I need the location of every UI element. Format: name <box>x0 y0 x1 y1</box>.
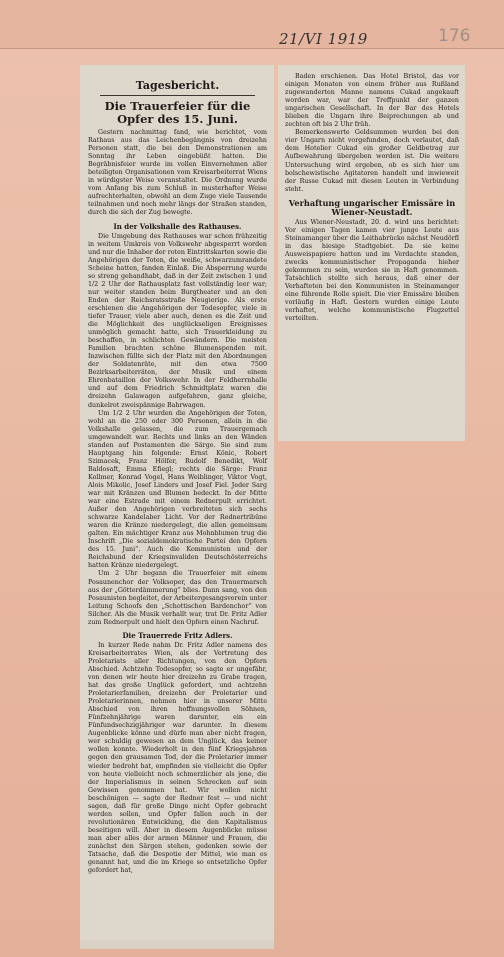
article-paragraph: In kurzer Rede nahm Dr. Fritz Adler namens des Kreisarbeiterrates Wien, als der Vertretung des Proletariats aller Richtungen, von den Opfern Abschied. Achtzehn Todesopfer, so sagte er ungefähr, von denen wir heute hier dreizehn zu Grabe tragen, hat das große Unglück gefordert, und achtzehn Proletarierfamilien, dreizehn der Proletarier und Proletarierinnen, nehmen hier in unserer Mitte Abschied von ihren hoffnungsvollen Söhnen, Fünfzehnjährige waren darunter, ein ein Fünfundsechzigjähriger war darunter. In diesem Augenblicke könne und dürfe man aber nicht fragen, wer schuldig gewesen an dem Unglück, das keiner wollen konnte. Wiederholt in den fünf Kriegsjahren gegen den grausamen Tod, der die Proletarier immer wieder bedroht hat, empfinden sie vielleicht die Opfer von heute vielleicht noch schmerzlicher als jene, die der Imperialismus in seinen Schrecken auf sein Gewissen genommen hat. Wir wollen nicht beschönigen — sagte der Redner fest — und nicht sagen, daß für große Dinge nicht Opfer gebracht werden sollen, und Opfer fallen auch in der revolutionären Entwicklung, die den Kapitalismus beseitigen will. Aber in diesem Augenblicke müsse man aber alles der armen Männer und Frauen, die zunächst den Särgen stehen, gedenken sowie der Tatsache, daß die Despotie der Mittel, wie man es genannt hat, und die im Kriege so entsetzliche Opfer gefordert hat, <box>88 641 267 875</box>
article-paragraph: Aus Wiener-Neustadt, 20. d. wird uns berichtet: Vor einigen Tagen kamen vier junge Leute aus Steinamanger über die Leithabrücke nächst Neudörfl in das hiesige Stadtgebiet. Da sie keine Ausweispapiere hatten und im Verdachte standen, zwecks kommunistischer Propaganda hieher gekommen zu sein, wurden sie in Haft genommen. Tatsächlich stellte sich heraus, daß einer der Verhafteten bei den Kommunisten in Steinamanger eine führende Rolle spielt. Die vier Emissäre bleiben vorläufig in Haft. Gestern wurden einige Leute verhaftet, welche kommunistische Flugzettel verteilten. <box>285 218 459 323</box>
article-headline: Die Trauerfeier für die Opfer des 15. Juni. <box>104 99 251 126</box>
article-subheading: Verhaftung ungarischer Emissäre in Wiener-Neustadt. <box>288 197 456 217</box>
section-title: Tagesbericht. <box>135 79 220 92</box>
handwritten-date: 21/VI 1919 <box>279 30 368 48</box>
clipping-bottom-edge <box>80 940 274 949</box>
clipping-left-column <box>80 65 274 949</box>
article-paragraph: Bemerkenswerte Geldsummen wurden bei den vier Ungarn nicht vorgefunden, doch verlautet, daß dem Hotelier Cukad ein großer Geldbetrag zur Aufbewahrung übergeben worden ist. Die weitere Untersuchung wird ergeben, ob es sich hier um bolschewistische Agitatoren handelt und inwieweit der Russe Cukad mit diesen Leuten in Verbindung steht. <box>285 129 459 193</box>
article-paragraph: Um 1/2 2 Uhr wurden die Angehörigen der Toten, wohl an die 250 oder 300 Personen, allein in die Volkshalle gelassen, die zum Trauergemach umgewandelt war. Rechts und links an den Wänden standen auf Postamenten die Särge. Sie sind zum Hauptgang hin folgende: Ernst Könic, Robert Szimacek, Franz Hölfer, Rudolf Benedikt, Wolf Baldosaft, Emma Efiegl; rechts die Särge: Franz Kollmer, Konrad Vogel, Hans Weiblinger, Viktor Vogt, Alois Mikolic, Josef Linders und Josef Fiel. Jeder Sarg war mit Kränzen und Blumen bedeckt. In der Mitte war eine Estrade mit einem Rednerpult errichtet. Außer den Angehörigen verbreiteten sich sechs schwarze Kandelaber Licht. Vor der Rednertribüne waren die Kränze niedergelegt, die allen gemeinsam galten. Ein mächtiger Kranz aus Mohnblumen trug die Inschrift „Die sozialdemokratische Partei den Opfern des 15. Juni“. Auch die Kommunisten und der Reichsbund der Kriegsinvaliden Deutschösterreichs hatten Kränze niedergelegt. <box>88 409 267 570</box>
clipping-right-column <box>278 65 465 441</box>
article-subheading: In der Volkshalle des Rathauses. <box>113 221 242 231</box>
article-paragraph: Baden erschienen. Das Hotel Bristol, das vor einigen Monaten von einem früher aus Rußland zugewanderten Manne namens Cukad angekauft worden war, war der Treffpunkt der ganzen ungarischen Gesellschaft. In der Bar des Hotels blieben die Ungarn ihre Beiprechungen ab und zechten oft bis 2 Uhr früh. <box>285 73 459 129</box>
section-rule <box>100 95 255 96</box>
article-paragraph: Um 2 Uhr begann die Trauerfeier mit einem Posaunenchor der Volksoper, das den Trauermarsch aus der „Götterdämmerung“ blies. Dann sang, von den Posaunisten begleitet, der Arbeitergesangsverein unter Leitung Schoofs den „Schottischen Bardenchor“ von Silcher. Als die Musik verhallt war, trat Dr. Fritz Adler zum Rednerpult und hielt den Opfern einen Nachruf. <box>88 570 267 626</box>
mount-top-strip <box>0 0 504 49</box>
folio-number: 176 <box>438 26 471 46</box>
article-subheading: Die Trauerrede Fritz Adlers. <box>122 630 233 640</box>
article-paragraph: Die Umgebung des Rathauses war schon frühzeitig in weitem Umkreis von Volkswehr abgesperrt worden und nur die Inhaber der roten Eintrittskarten sowie die Angehörigen der Toten, die weiße, schwarzumrandete Scheine hatten, fanden Einlaß. Die Absperrung wurde so streng gehandhabt, daß in der Zeit zwischen 1 und 1/2 2 Uhr der Rathausplatz fast vollständig leer war; nur weiter standen beim Burgtheater und an den Enden der Reichsratsstraße Neugierige. Als erste erschienen die Angehörigen der Todesopfer, viele in tiefer Trauer, viele aber auch, denen es die Zeit und die Möglichkeit des unglückseligen Ereignisses unmöglich gemacht hatte, sich Trauerkleidung zu beschaffen, in schlichten Gewändern. Die meisten Familien brachten schöne Blumenspenden mit. Inzwischen füllte sich der Platz mit den Abordnungen der Soldatenräte, mit den etwa 7500 Bezirksarbeiterräten, der Musik und einem Ehrenbataillon der Volkswehr. In der Feldherrnhalle und auf dem Friedrich Schmidtplatz waren die dreizehn Galawagen aufgefahren, ganz gleiche, dunkelrot zweispännige Bahrwagen. <box>88 232 267 409</box>
article-paragraph: Gestern nachmittag fand, wie berichtet, vom Rathaus aus das Leichenbegängnis von dreizehn Personen statt, die bei den Demonstrationen am Sonntag ihr Leben eingebüßt hatten. Die Begräbnisfeier wurde im vollen Einvernehmen aller beteiligten Organisationen vom Kreisarbeiterrat Wiens in würdigster Weise veranstaltet. Die Ordnung wurde vom Anfang bis zum Schluß in musterhafter Weise aufrechterhalten, obwohl an dem Zuge viele Tausende teilnahmen und noch mehr längs der Straßen standen, durch die sich der Zug bewegte. <box>88 129 267 217</box>
